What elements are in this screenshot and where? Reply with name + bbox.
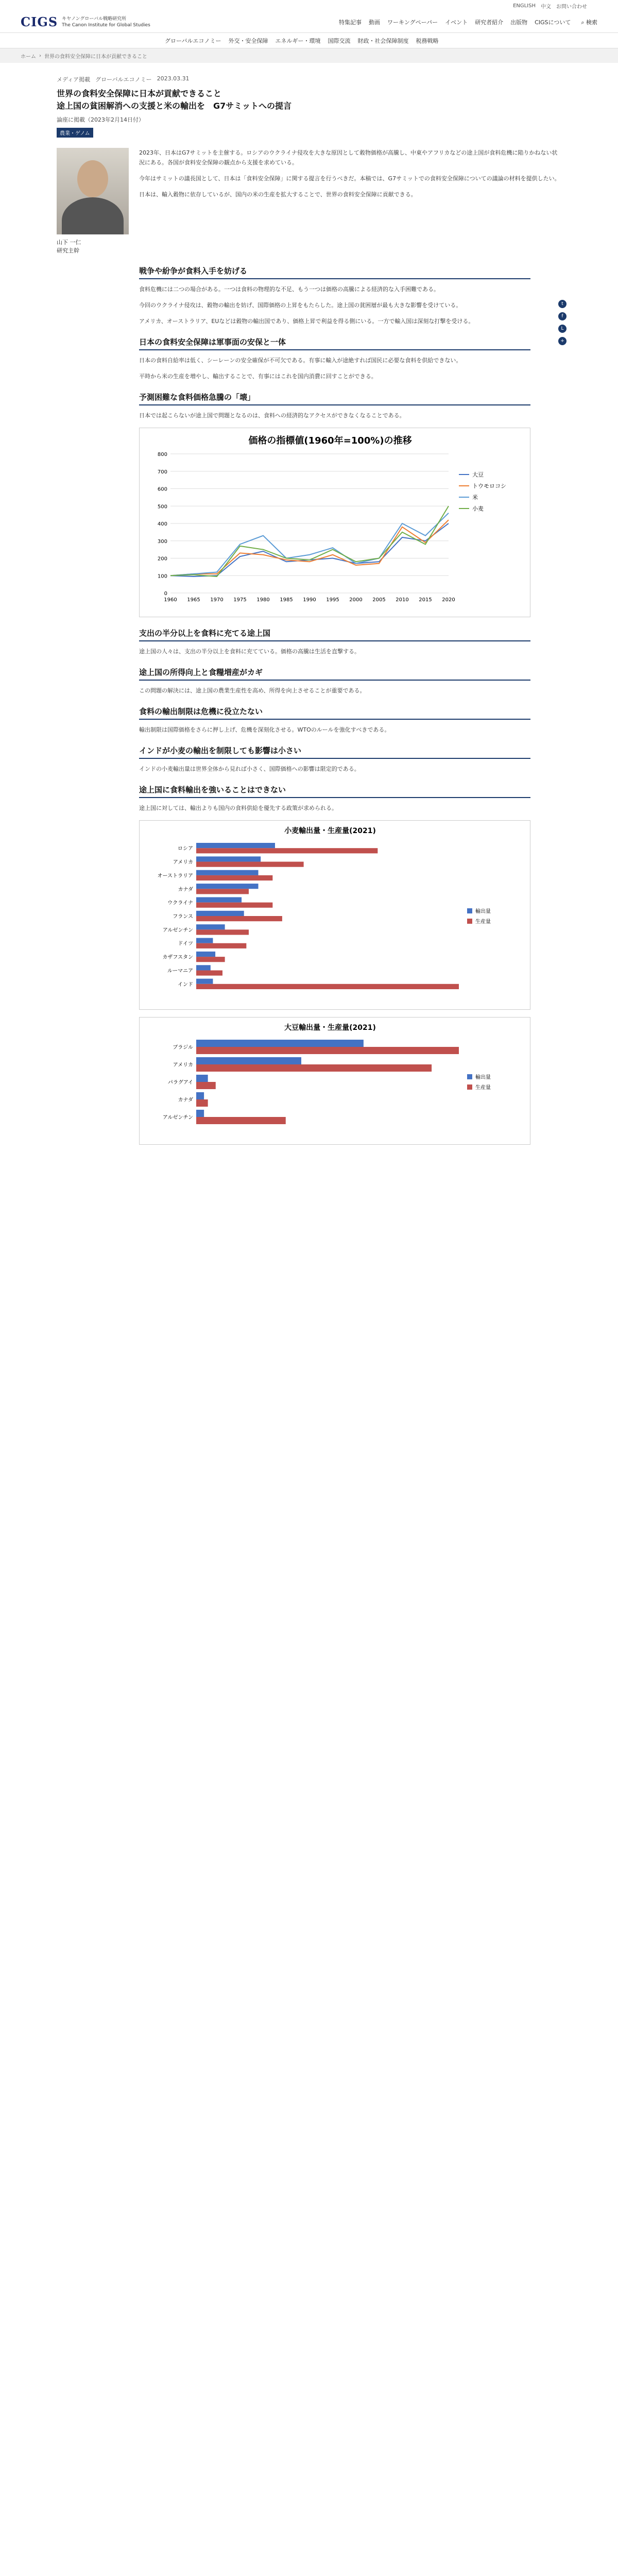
- wheat-export-chart: [139, 820, 530, 1010]
- x-tick-label: 1980: [256, 597, 270, 603]
- nav-features[interactable]: 特集記事: [338, 19, 362, 26]
- share-buttons: [558, 300, 566, 345]
- bar: [196, 943, 246, 948]
- line-icon[interactable]: L: [558, 325, 566, 333]
- title-line-2: 途上国の貧困解消への支援と米の輸出を G7サミットへの提言: [57, 101, 291, 111]
- utility-bar: [0, 0, 618, 11]
- utility-chinese-link[interactable]: 中文: [541, 4, 551, 10]
- category-label: フランス: [173, 914, 193, 920]
- article-container: [57, 63, 564, 1145]
- wheat-export-chart-svg: [140, 821, 521, 1006]
- paragraph: 輸出制限は国際価格をさらに押し上げ、危機を深刻化させる。WTOのルールを強化すべきである。: [139, 726, 390, 733]
- y-tick-label: 700: [157, 469, 167, 475]
- utility-contact-link[interactable]: お問い合わせ: [556, 4, 587, 10]
- section-heading: 食料の輸出制限は危機に役立たない: [139, 707, 530, 720]
- paragraph: 途上国の人々は、支出の半分以上を食料に充てている。価格の高騰は生活を直撃する。: [139, 648, 360, 655]
- bar: [196, 1092, 204, 1099]
- y-tick-label: 0: [164, 591, 167, 597]
- bar: [196, 884, 259, 889]
- bar: [196, 1064, 432, 1072]
- y-tick-label: 300: [157, 538, 167, 545]
- category-label: アメリカ: [173, 859, 193, 866]
- bar: [196, 938, 213, 943]
- legend-label: 生産量: [475, 1085, 491, 1091]
- paragraph: 日本の食料自給率は低く、シーレーンの安全確保が不可欠である。有事に輸入が途絶すれば国民に必要な食料を供給できない。: [139, 357, 462, 364]
- category-label: カナダ: [178, 887, 193, 893]
- x-tick-label: 1975: [233, 597, 247, 603]
- bar: [196, 897, 242, 902]
- category-label: アメリカ: [173, 1062, 193, 1068]
- section-heading: インドが小麦の輸出を制限しても影響は小さい: [139, 746, 530, 759]
- category-label: カザフスタン: [162, 955, 193, 961]
- x-tick-label: 2010: [396, 597, 409, 603]
- bar: [196, 1040, 364, 1047]
- paragraph: 日本は、輸入穀物に依存しているが、国内の米の生産を拡大することで、世界の食料安全保障に貢献できる。: [139, 191, 417, 198]
- bar: [196, 1110, 204, 1117]
- logo-name-en: The Canon Institute for Global Studies: [62, 22, 150, 28]
- author-profile: [57, 148, 129, 255]
- site-logo[interactable]: [21, 14, 150, 29]
- author-caption: [57, 239, 129, 255]
- bar: [196, 848, 377, 853]
- bar: [196, 984, 459, 989]
- breadcrumb-separator: ›: [39, 53, 41, 59]
- topic-tag[interactable]: 農業・ゲノム: [57, 128, 93, 138]
- paragraph: 2023年、日本はG7サミットを主催する。ロシアのウクライナ侵攻を大きな原因として穀物価格が高騰し、中東やアフリカなどの途上国が食料危機に陥りかねない状況にある。各国が食料安全保障の観点から支援を求めている。: [139, 149, 558, 166]
- logo-text: [62, 16, 150, 28]
- category-label: パラグアイ: [167, 1080, 193, 1086]
- article-intro: [57, 148, 561, 255]
- x-tick-label: 2015: [419, 597, 432, 603]
- legend-label: 輸出量: [475, 909, 491, 914]
- site-header: [0, 11, 618, 33]
- meta-subcategory[interactable]: グローバルエコノミー: [95, 76, 152, 83]
- author-role: 研究主幹: [57, 247, 79, 254]
- page-title: [57, 88, 561, 112]
- bar: [196, 916, 282, 921]
- series-line-2: [170, 520, 449, 575]
- paragraph: 今回のウクライナ侵攻は、穀物の輸出を妨げ、国際価格の上昇をもたらした。途上国の貧困層が最も大きな影響を受けている。: [139, 302, 462, 309]
- bar: [196, 1117, 286, 1124]
- section-heading: 予測困難な食料価格急騰の「壊」: [139, 393, 530, 405]
- bar: [196, 952, 215, 957]
- bar: [196, 862, 304, 867]
- x-tick-label: 1985: [280, 597, 293, 603]
- paragraph: 日本では起こらないが途上国で問題となるのは、食料への経済的なアクセスができなくなることである。: [139, 412, 405, 419]
- category-label: ウクライナ: [167, 900, 193, 906]
- subnav-energy-environment[interactable]: エネルギー・環境: [275, 37, 321, 44]
- paragraph: アメリカ、オーストラリア、EUなどは穀物の輸出国であり、価格上昇で利益を得る側にいる。一方で輸入国は深刻な打撃を受ける。: [139, 318, 474, 325]
- meta-category[interactable]: メディア掲載: [57, 76, 91, 83]
- nav-publications[interactable]: 出版物: [510, 19, 528, 26]
- legend-label: 小麦: [472, 505, 484, 512]
- breadcrumb: [0, 48, 618, 63]
- legend-swatch: [467, 1084, 472, 1090]
- series-line-3: [170, 513, 449, 576]
- nav-researchers[interactable]: 研究者紹介: [475, 19, 504, 26]
- bar: [196, 929, 249, 935]
- search-label: 検索: [586, 19, 597, 26]
- article-meta: [57, 75, 561, 83]
- bar: [196, 957, 225, 962]
- x-tick-label: 2000: [349, 597, 363, 603]
- bar: [196, 889, 249, 894]
- y-tick-label: 600: [157, 486, 167, 493]
- x-tick-label: 1960: [164, 597, 177, 603]
- legend-label: 大豆: [472, 471, 484, 478]
- search-button[interactable]: ⌕ 検索: [581, 19, 597, 26]
- soybean-export-chart-svg: [140, 1018, 521, 1141]
- bar: [196, 970, 222, 975]
- section-heading: 支出の半分以上を食料に充てる途上国: [139, 629, 530, 641]
- category-label: ロシア: [178, 846, 193, 852]
- subnav-international-exchange[interactable]: 国際交流: [328, 37, 351, 44]
- section-heading: 途上国に食料輸出を強いることはできない: [139, 785, 530, 798]
- legend-swatch: [467, 919, 472, 924]
- legend-swatch: [467, 908, 472, 913]
- category-label: オーストラリア: [157, 873, 193, 879]
- category-label: アルゼンチン: [162, 927, 193, 934]
- nav-about[interactable]: CIGSについて: [535, 19, 571, 26]
- subnav-tax-strategy[interactable]: 税務戦略: [416, 37, 439, 44]
- legend-label: トウモロコシ: [472, 483, 506, 489]
- logo-mark: CIGS: [21, 14, 58, 29]
- paragraph: 途上国に対しては、輸出よりも国内の食料供給を優先する政策が求められる。: [139, 805, 337, 811]
- y-tick-label: 200: [157, 556, 167, 562]
- nav-events[interactable]: イベント: [445, 19, 468, 26]
- breadcrumb-current: 世界の食料安全保障に日本が貢献できること: [44, 54, 147, 60]
- legend-label: 生産量: [475, 919, 491, 925]
- category-label: ブラジル: [173, 1045, 193, 1050]
- category-label: アルゼンチン: [162, 1115, 193, 1121]
- author-photo: [57, 148, 129, 234]
- category-label: カナダ: [178, 1097, 193, 1103]
- nav-videos[interactable]: 動画: [368, 19, 380, 26]
- bar: [196, 1099, 208, 1107]
- article-body: [139, 266, 530, 1145]
- x-tick-label: 1990: [303, 597, 316, 603]
- bar: [196, 924, 225, 929]
- header-actions: [581, 18, 597, 26]
- bar: [196, 1075, 208, 1082]
- category-label: ルーマニア: [167, 968, 193, 974]
- author-name[interactable]: 山下 一仁: [57, 239, 81, 246]
- bar: [196, 1047, 459, 1054]
- section-heading: 日本の食料安全保障は軍事面の安保と一体: [139, 337, 530, 350]
- y-tick-label: 500: [157, 504, 167, 510]
- logo-name-ja: キヤノングローバル戦略研究所: [62, 16, 126, 22]
- bar: [196, 911, 244, 916]
- series-line-1: [170, 523, 449, 577]
- x-tick-label: 1965: [187, 597, 200, 603]
- x-tick-label: 1995: [326, 597, 339, 603]
- utility-english-link[interactable]: ENGLISH: [513, 3, 536, 9]
- breadcrumb-home[interactable]: ホーム: [21, 54, 36, 60]
- main-nav: [339, 18, 571, 26]
- paragraph: 平時から米の生産を増やし、輸出することで、有事にはこれを国内消費に回すことができる。: [139, 373, 377, 380]
- x-tick-label: 1970: [210, 597, 224, 603]
- price-index-chart: [139, 428, 530, 617]
- subnav-fiscal-social-security[interactable]: 財政・社会保障制度: [357, 37, 409, 44]
- price-index-chart-svg: [140, 428, 521, 614]
- paragraph: 今年はサミットの議長国として、日本は「食料安全保障」に関する提言を行うべきだ。本稿では、G7サミットでの食料安全保障についての議論の材料を提供したい。: [139, 175, 560, 182]
- bar: [196, 979, 213, 984]
- legend-label: 輸出量: [475, 1075, 491, 1080]
- chart-title: 価格の指標値(1960年=100%)の推移: [248, 435, 412, 446]
- paragraph: インドの小麦輸出量は世界全体から見れば小さく、国際価格への影響は限定的である。: [139, 766, 360, 772]
- bar: [196, 870, 259, 875]
- paragraph: この問題の解決には、途上国の農業生産性を高め、所得を向上させることが重要である。: [139, 687, 366, 694]
- subnav-diplomacy-security[interactable]: 外交・安全保障: [228, 37, 268, 44]
- title-line-1: 世界の食料安全保障に日本が貢献できること: [57, 89, 222, 98]
- share-icon[interactable]: +: [558, 337, 566, 345]
- section-heading: 戦争や紛争が食料入手を妨げる: [139, 266, 530, 279]
- meta-date: 2023.03.31: [157, 75, 190, 82]
- legend-label: 米: [472, 494, 478, 501]
- chart-title: 大豆輸出量・生産量(2021): [284, 1024, 376, 1032]
- y-tick-label: 100: [157, 573, 167, 580]
- article-lead: [139, 148, 561, 255]
- category-label: インド: [178, 981, 193, 988]
- x-tick-label: 2020: [442, 597, 455, 603]
- twitter-icon[interactable]: t: [558, 300, 566, 308]
- chart-title: 小麦輸出量・生産量(2021): [284, 827, 376, 835]
- bar: [196, 843, 275, 848]
- bar: [196, 1082, 216, 1089]
- category-nav: [0, 33, 618, 48]
- x-tick-label: 2005: [372, 597, 386, 603]
- section-heading: 途上国の所得向上と食糧増産がカギ: [139, 668, 530, 681]
- bar: [196, 903, 272, 908]
- paragraph: 食料危機には二つの場合がある。一つは食料の物理的な不足、もう一つは価格の高騰による経済的な入手困難である。: [139, 286, 439, 293]
- y-tick-label: 400: [157, 521, 167, 527]
- bar: [196, 965, 211, 970]
- category-label: ドイツ: [178, 941, 193, 947]
- nav-working-papers[interactable]: ワーキングペーパー: [387, 19, 438, 26]
- legend-swatch: [467, 1074, 472, 1079]
- bar: [196, 1057, 301, 1064]
- bar: [196, 875, 272, 880]
- facebook-icon[interactable]: f: [558, 312, 566, 320]
- series-line-4: [170, 506, 449, 577]
- publication-note: 論座に掲載（2023年2月14日付）: [57, 116, 144, 123]
- y-tick-label: 800: [157, 452, 167, 457]
- soybean-export-chart: [139, 1017, 530, 1145]
- bar: [196, 856, 261, 861]
- subnav-global-economy[interactable]: グローバルエコノミー: [165, 37, 221, 44]
